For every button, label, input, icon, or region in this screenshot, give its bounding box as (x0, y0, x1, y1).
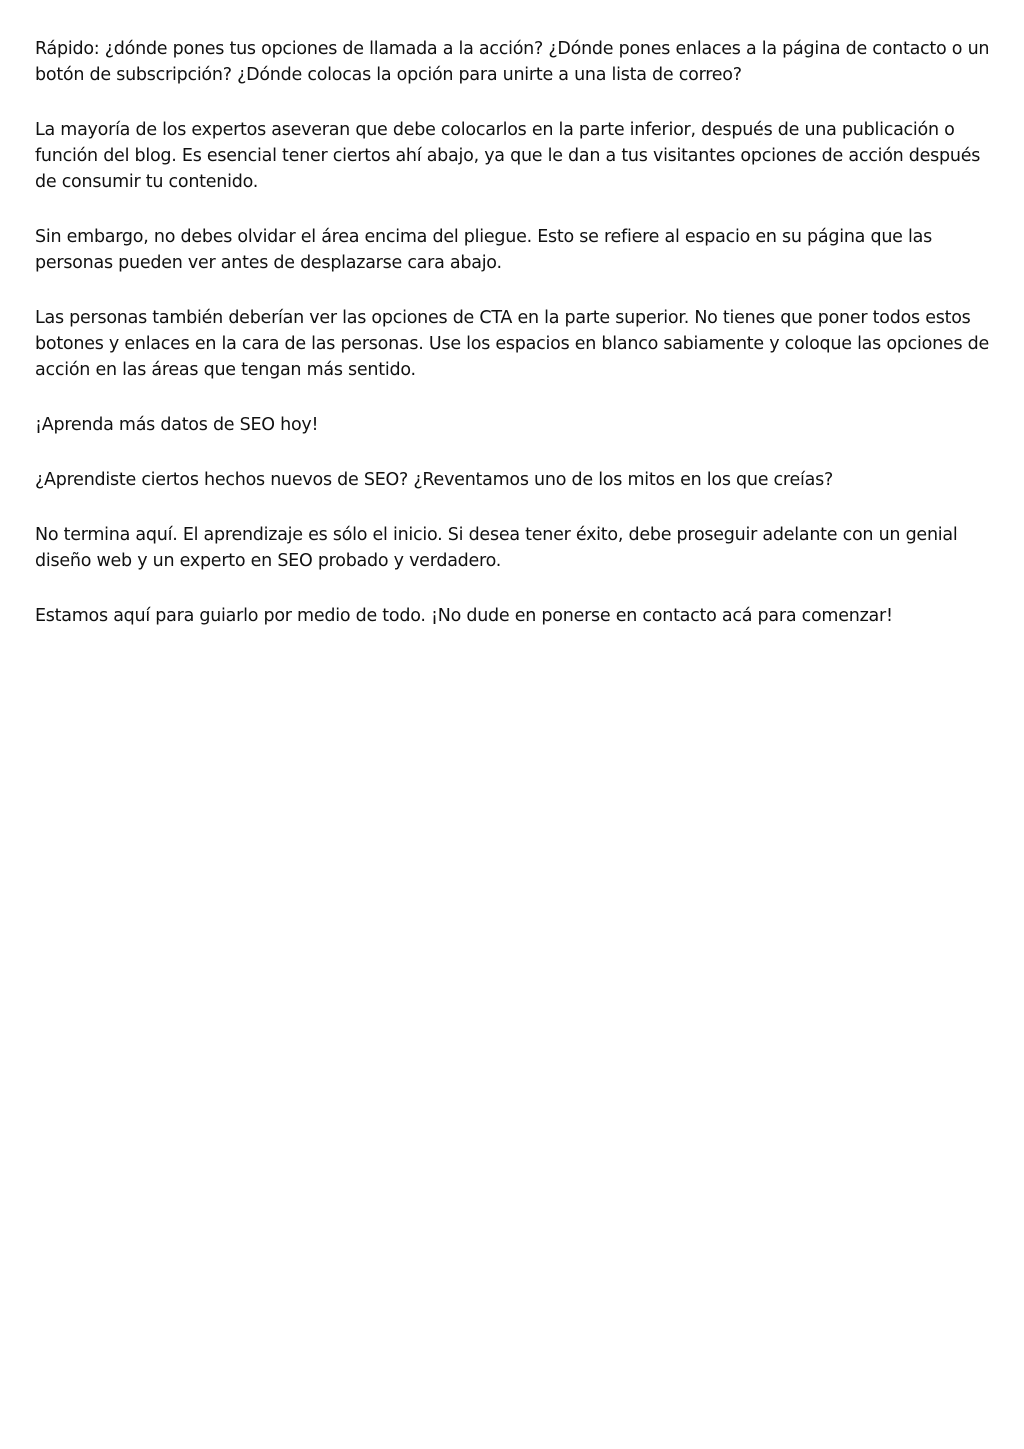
paragraph-learn-seo: ¡Aprenda más datos de SEO hoy! (35, 415, 319, 435)
paragraph-seo-facts: ¿Aprendiste ciertos hechos nuevos de SEO? ¿Reventamos uno de los mitos en los que creías? (35, 470, 833, 490)
paragraph-contact: Estamos aquí para guiarlo por medio de todo. ¡No dude en ponerse en contacto acá para comenzar! (35, 606, 893, 626)
document-page (35, 36, 990, 658)
paragraph-cta-question: Rápido: ¿dónde pones tus opciones de llamada a la acción? ¿Dónde pones enlaces a la página de contacto o un botón de subscripción? ¿Dónde colocas la opción para unirte a una lista de correo? (35, 39, 990, 85)
paragraph-experts-bottom: La mayoría de los expertos aseveran que debe colocarlos en la parte inferior, después de una publicación o función del blog. Es esencial tener ciertos ahí abajo, ya que le dan a tus visitantes opciones de acción después de consumir tu contenido. (35, 120, 981, 192)
paragraph-cta-top: Las personas también deberían ver las opciones de CTA en la parte superior. No tienes que poner todos estos botones y enlaces en la cara de las personas. Use los espacios en blanco sabiamente y coloque las opciones de acción en las áreas que tengan más sentido. (35, 308, 990, 380)
paragraph-not-ending: No termina aquí. El aprendizaje es sólo el inicio. Si desea tener éxito, debe proseguir adelante con un genial diseño web y un experto en SEO probado y verdadero. (35, 525, 958, 571)
paragraph-above-fold: Sin embargo, no debes olvidar el área encima del pliegue. Esto se refiere al espacio en su página que las personas pueden ver antes de desplazarse cara abajo. (35, 227, 932, 273)
